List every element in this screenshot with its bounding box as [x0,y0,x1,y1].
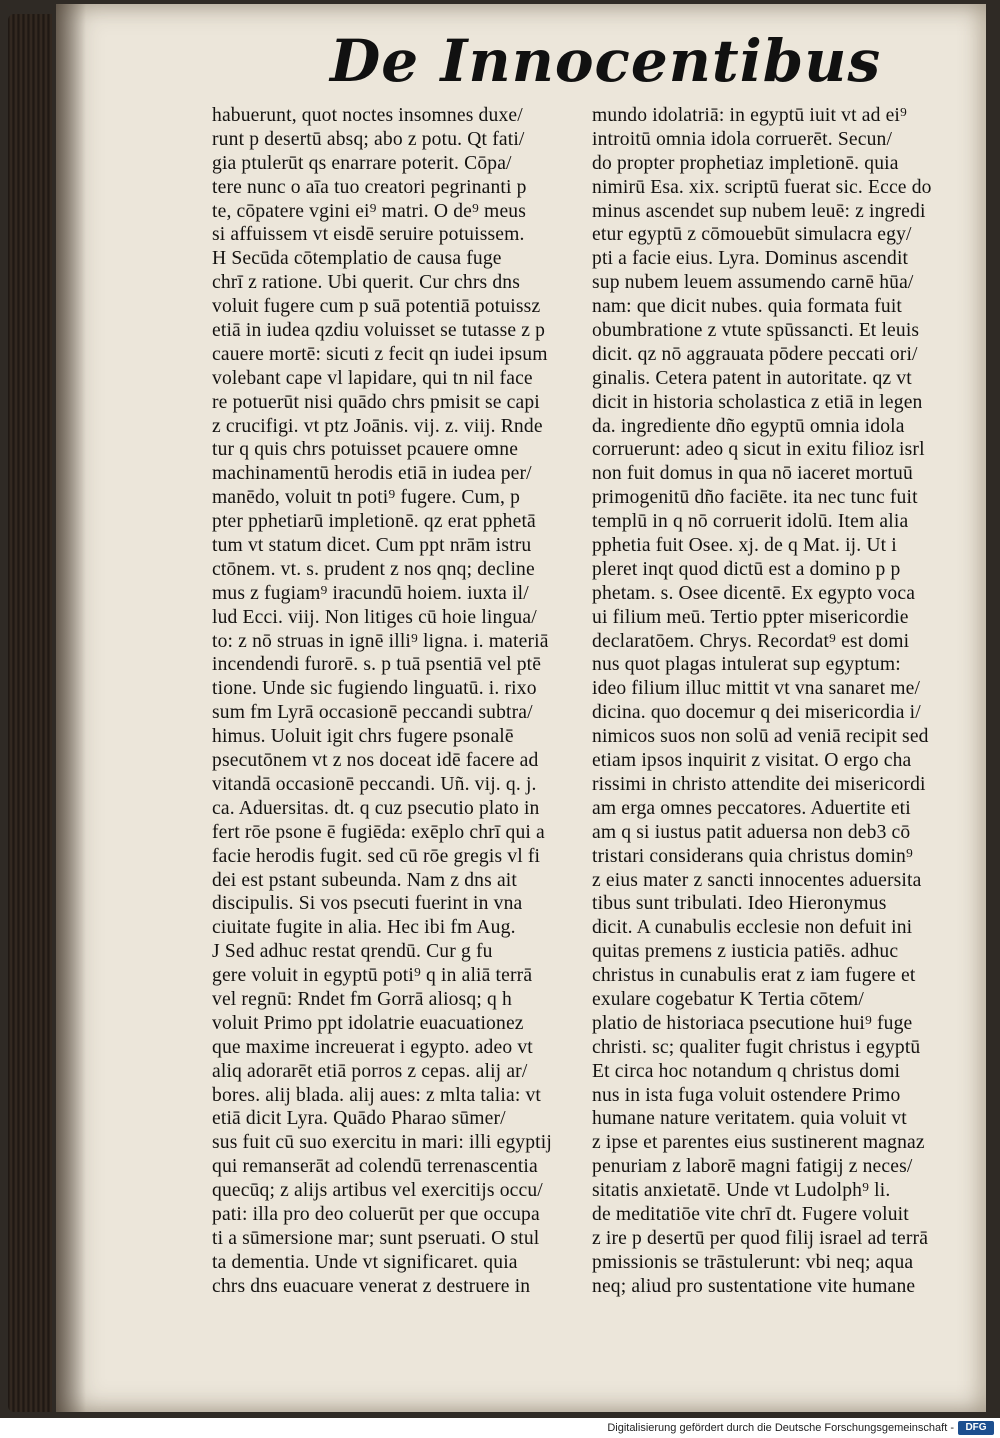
text-line: psecutōnem vt z nos doceat idē facere ad [212,750,539,772]
text-line: aliq adorarēt etiā porros z cepas. alij ar/ [212,1060,528,1082]
text-line: J Sed adhuc restat qrendū. Cur g fu [212,941,493,963]
text-line: phetam. s. Osee dicentē. Ex egypto voca [592,582,916,604]
text-line: incendendi furorē. s. p tuā psentiā vel ptē [212,654,542,676]
text-line: templū in q nō corruerit idolū. Item alia [592,511,909,533]
left-text-column [212,104,582,1297]
text-line: nam: que dicit nubes. quia formata fuit [592,296,903,318]
text-line: tur q quis chrs potuisset pcauere omne [212,439,519,461]
text-line: machinamentū herodis etiā in iudea per/ [212,463,532,485]
text-line: am q si iustus patit aduersa non deb3 cō [592,821,911,843]
text-line: vel regnū: Rndet fm Gorrā aliosq; q h [212,988,512,1010]
text-line: chrs dns euacuare venerat z destruere in [212,1275,531,1297]
text-line: runt p desertū absq; abo z potu. Qt fati/ [212,128,525,150]
book-edge [8,14,52,1412]
text-line: ideo filium illuc mittit vt vna sanaret me/ [592,678,921,700]
text-line: pter pphetiarū impletionē. qz erat pphetā [212,511,536,533]
text-line: corruerunt: adeo q sicut in exitu filioz isrl [592,439,925,461]
text-line: minus ascendet sup nubem leuē: z ingredi [592,200,926,222]
text-line: vitandā occasionē peccandi. Uñ. vij. q. j. [212,773,537,795]
text-line: facie herodis fugit. sed cū rōe gregis vl fi [212,845,541,867]
text-line: quitas premens z iusticia patiēs. adhuc [592,941,899,963]
text-line: sus fuit cū suo exercitu in mari: illi egyptij [212,1132,552,1154]
text-line: christus in cunabulis erat z iam fugere et [592,965,916,987]
right-text-column [592,104,962,1297]
text-line: ta dementia. Unde vt significaret. quia [212,1251,518,1273]
text-line: quecūq; z alijs artibus vel exercitijs occu/ [212,1180,543,1202]
text-line: te, cōpatere vgini ei⁹ matri. O de⁹ meus [212,200,527,222]
gutter-shadow [56,4,86,1412]
text-line: pti a facie eius. Lyra. Dominus ascendit [592,248,909,270]
text-line: non fuit domus in qua nō iaceret mortuū [592,463,913,485]
text-line: volebant cape vl lapidare, qui tn nil face [212,367,533,389]
text-line: z crucifigi. vt ptz Joānis. vij. z. viij. Rnde [212,415,543,437]
text-line: to: z nō struas in ignē illi⁹ ligna. i. materiā [212,630,549,652]
text-line: gere voluit in egyptū poti⁹ q in aliā terrā [212,965,533,987]
text-line: bores. alij blada. alij aues: z mlta talia: vt [212,1084,542,1106]
text-line: qui remanserāt ad colendū terrenascentia [212,1156,538,1178]
text-line: pleret inqt quod dictū est a domino p p [592,558,901,580]
text-line: declaratōem. Chrys. Recordat⁹ est domi [592,630,910,652]
text-line: manēdo, voluit tn poti⁹ fugere. Cum, p [212,487,521,509]
text-line: discipulis. Si vos psecuti fuerint in vna [212,893,523,915]
text-line: ginalis. Cetera patent in autoritate. qz vt [592,367,912,389]
text-line: do propter prophetiaz impletionē. quia [592,152,899,174]
digitization-credit: Digitalisierung gefördert durch die Deutsche Forschungsgemeinschaft - [607,1422,954,1434]
text-line: pmissionis se trāstulerunt: vbi neq; aqua [592,1251,914,1273]
text-line: dicit. qz nō aggrauata pōdere peccati ori/ [592,343,918,365]
text-line: neq; aliud pro sustentatione vite humane [592,1275,916,1297]
text-line: re potuerūt nisi quādo chrs pmisit se capi [212,391,540,413]
text-line: ca. Aduersitas. dt. q cuz psecutio plato in [212,797,540,819]
text-line: sitatis anxietatē. Unde vt Ludolph⁹ li. [592,1180,891,1202]
text-line: nimicos suos non solū ad veniā recipit sed [592,726,929,748]
text-line: etiā dicit Lyra. Quādo Pharao sūmer/ [212,1108,506,1130]
text-line: nimirū Esa. xix. scriptū fuerat sic. Ecce do [592,176,932,198]
text-line: nus in ista fuga voluit ostendere Primo [592,1084,901,1106]
text-line: dicit in historia scholastica z etiā in legen [592,391,923,413]
text-line: sum fm Lyrā occasionē peccandi subtra/ [212,702,533,724]
text-line: tibus sunt tribulati. Ideo Hieronymus [592,893,887,915]
text-line: mundo idolatriā: in egyptū iuit vt ad ei⁹ [592,105,908,126]
text-line: H Secūda cōtemplatio de causa fuge [212,248,502,270]
text-line: platio de historiaca psecutione hui⁹ fuge [592,1012,913,1034]
text-line: introitū omnia idola corruerēt. Secun/ [592,128,893,150]
text-line: habuerunt, quot noctes insomnes duxe/ [212,105,523,126]
text-line: christi. sc; qualiter fugit christus i egyptū [592,1036,921,1058]
running-head: De Innocentibus [330,27,882,95]
text-line: exulare cogebatur K Tertia cōtem/ [592,988,864,1010]
text-line: voluit Primo ppt idolatrie euacuationez [212,1012,524,1034]
text-line: ti a sūmersione mar; sunt pseruati. O stul [212,1227,540,1249]
text-line: que maxime increuerat i egypto. adeo vt [212,1036,533,1058]
text-line: etur egyptū z cōmouebūt simulacra egy/ [592,224,912,246]
text-line: z ire p desertū per quod filij israel ad terrā [592,1227,929,1249]
text-line: am erga omnes peccatores. Aduertite eti [592,797,911,819]
text-line: ctōnem. vt. s. prudent z nos qnq; decline [212,558,535,580]
text-line: si affuissem vt eisdē seruire potuissem. [212,224,525,246]
text-line: pati: illa pro deo coluerūt per que occupa [212,1203,540,1225]
text-line: lud Ecci. viij. Non litiges cū hoie lingua/ [212,606,537,628]
text-line: dicina. quo docemur q dei misericordia i/ [592,702,921,724]
text-line: gia ptulerūt qs enarrare poterit. Cōpa/ [212,152,512,174]
text-line: penuriam z laborē magni fatigij z neces/ [592,1156,913,1178]
text-line: cauere mortē: sicuti z fecit qn iudei ipsum [212,343,548,365]
text-line: humane nature veritatem. quia voluit vt [592,1108,907,1130]
dfg-logo: DFG [958,1421,994,1435]
text-line: tione. Unde sic fugiendo linguatū. i. rixo [212,678,537,700]
text-line: tere nunc o aīa tuo creatori pegrinanti p [212,176,527,198]
text-line: z ipse et parentes eius sustinerent magnaz [592,1132,925,1154]
text-line: da. ingrediente dño egyptū omnia idola [592,415,905,437]
text-line: tristari considerans quia christus domin⁹ [592,845,913,867]
text-line: mus z fugiam⁹ iracundū hoiem. iuxta il/ [212,582,529,604]
text-line: fert rōe psone ē fugiēda: exēplo chrī qui a [212,821,545,843]
text-line: pphetia fuit Osee. xj. de q Mat. ij. Ut i [592,535,897,557]
text-line: etiā in iudea qzdiu voluisset se tutasse z p [212,320,546,342]
text-line: etiam ipsos inquirit z visitat. O ergo cha [592,750,912,772]
text-line: dei est pstant subeunda. Nam z dns ait [212,869,517,891]
text-line: primogenitū dño faciēte. ita nec tunc fuit [592,487,918,509]
text-line: dicit. A cunabulis ecclesie non defuit ini [592,917,913,939]
text-line: de meditatiōe vite chrī dt. Fugere voluit [592,1203,909,1225]
text-line: sup nubem leuem assumendo carnē hūa/ [592,272,914,294]
text-line: z eius mater z sancti innocentes aduersita [592,869,922,891]
text-line: nus quot plagas intulerat sup egyptum: [592,654,901,676]
text-line: tum vt statum dicet. Cum ppt nrām istru [212,535,532,557]
text-line: himus. Uoluit igit chrs fugere psonalē [212,726,514,748]
text-line: voluit fugere cum p suā potentiā potuissz [212,296,541,318]
text-line: chrī z ratione. Ubi querit. Cur chrs dns [212,272,520,294]
text-line: ciuitate fugite in alia. Hec ibi fm Aug. [212,917,516,939]
text-line: obumbratione z vtute spūssancti. Et leuis [592,320,920,342]
text-line: Et circa hoc notandum q christus domi [592,1060,901,1082]
text-line: ui filium meū. Tertio ppter misericordie [592,606,909,628]
text-line: rissimi in christo attendite dei misericordi [592,773,926,795]
